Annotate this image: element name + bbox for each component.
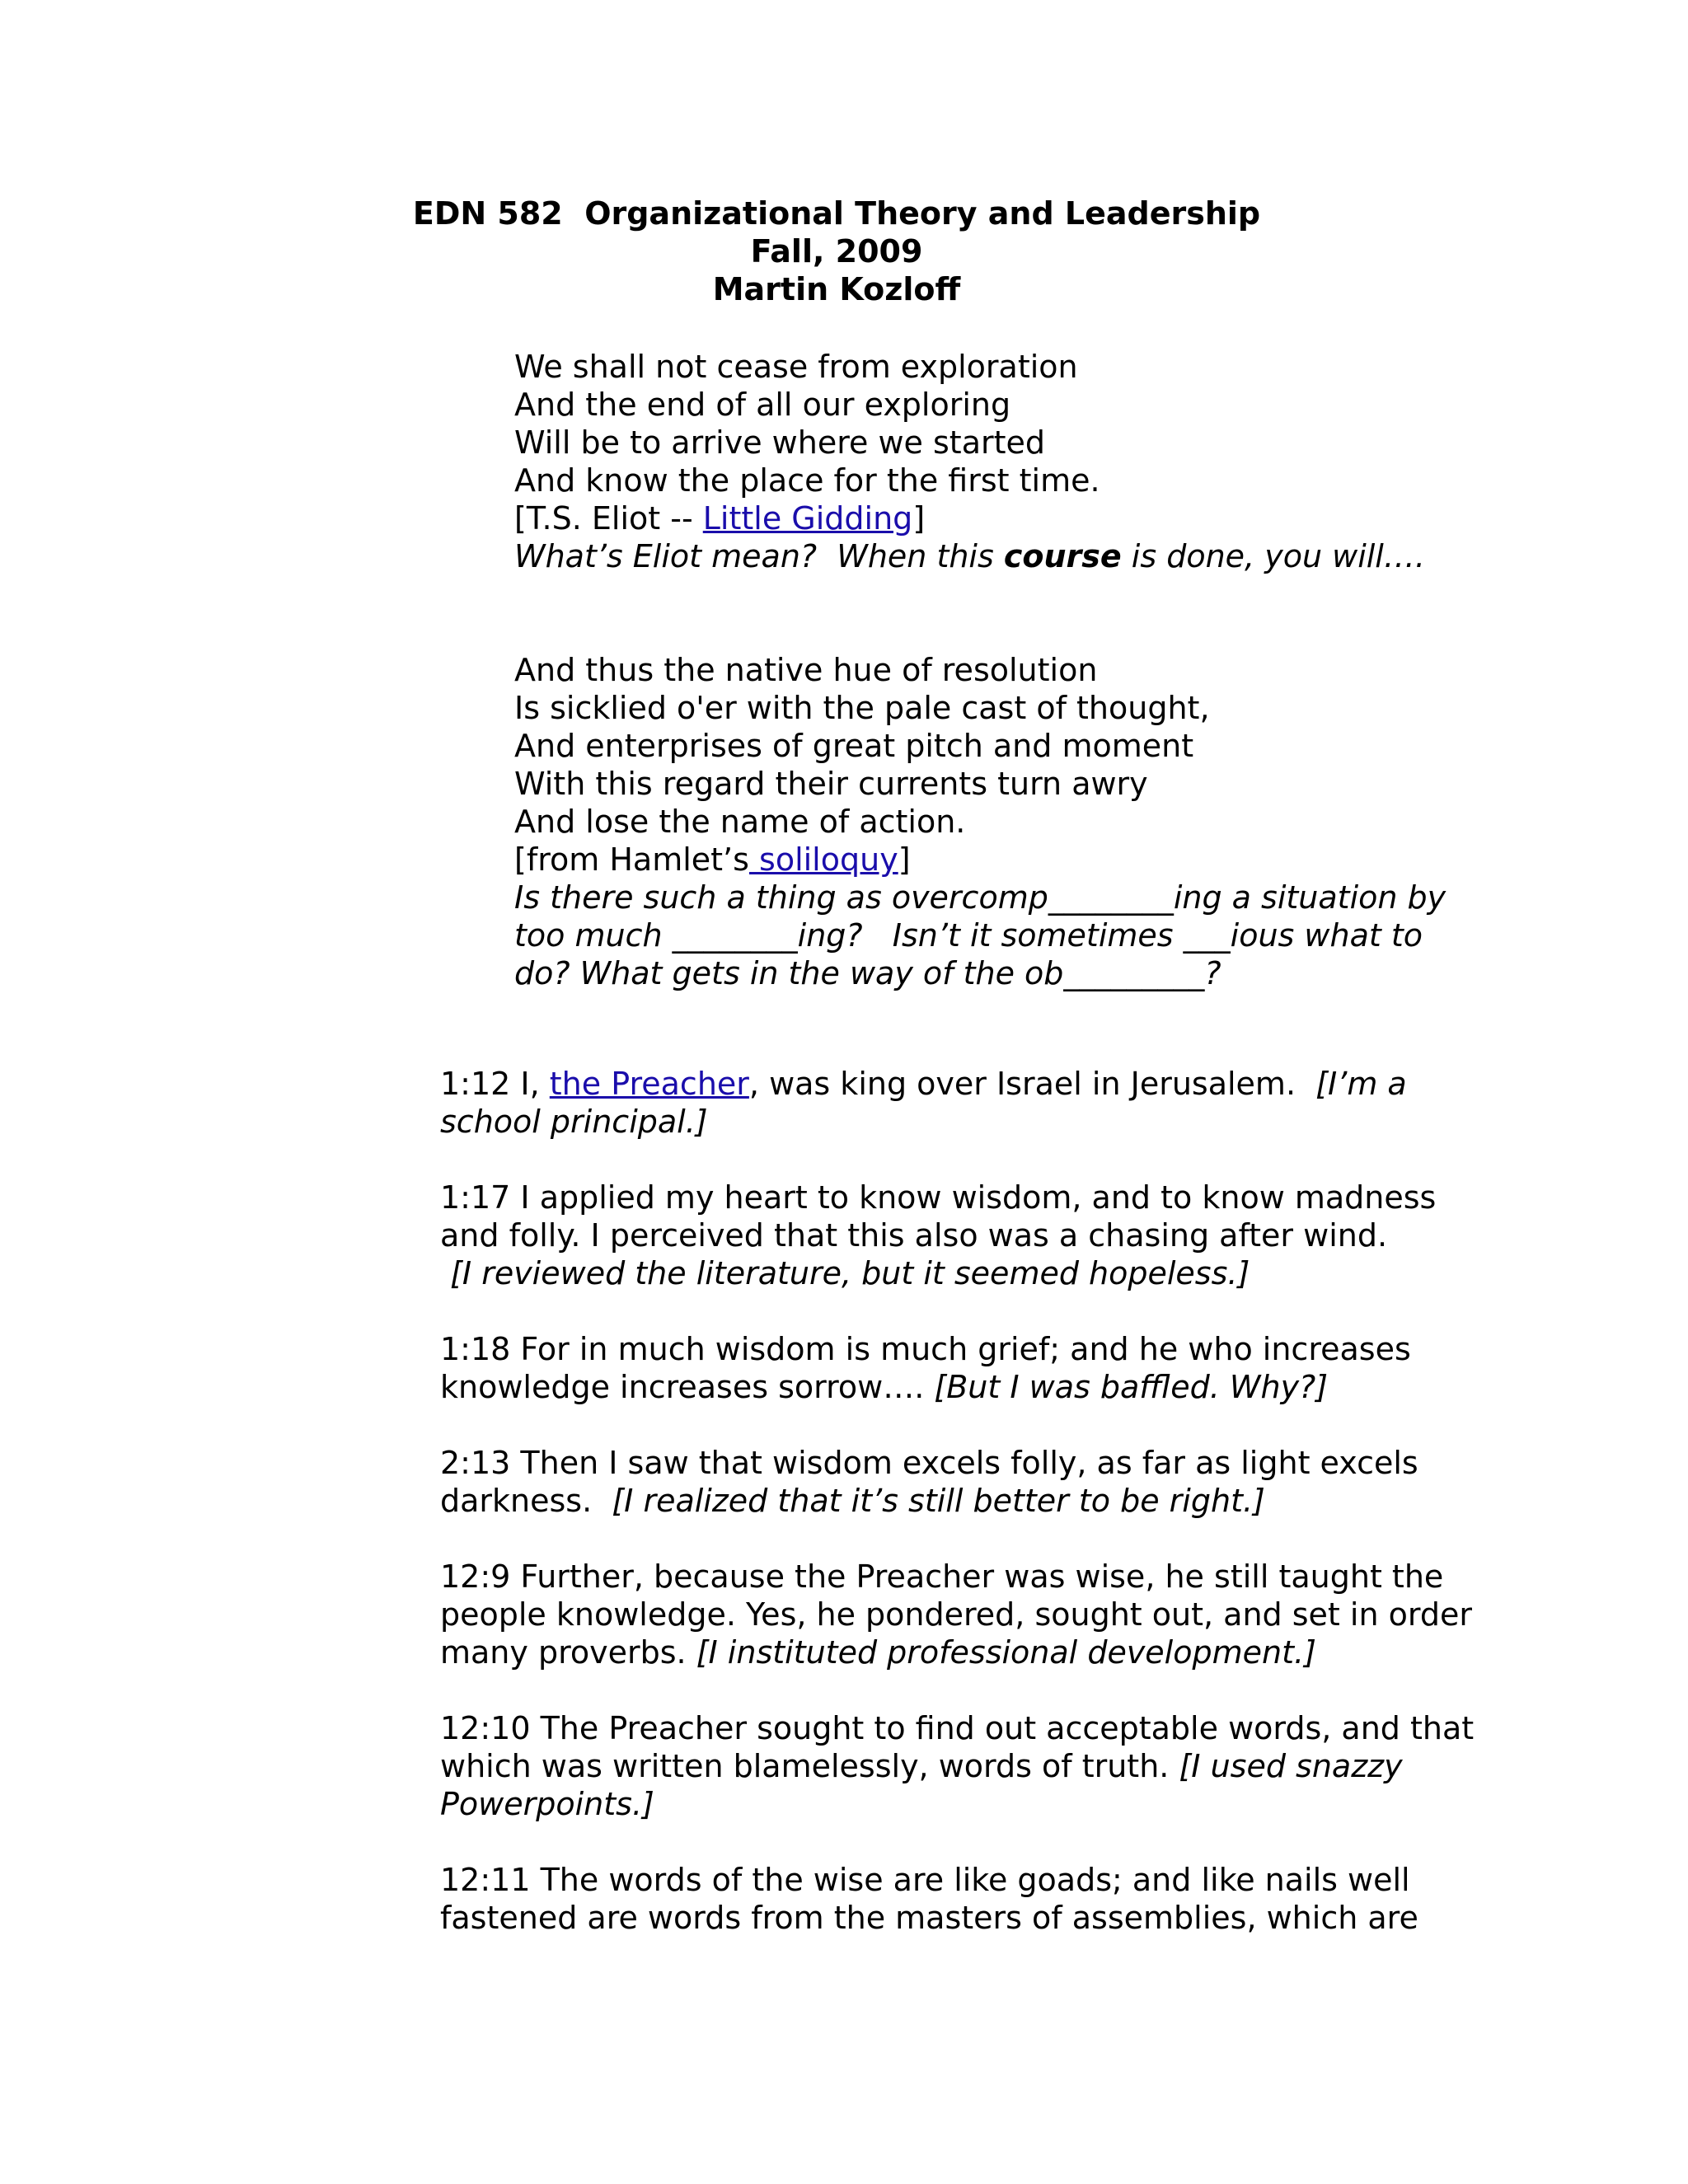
poem-line: And the end of all our exploring	[514, 387, 1011, 423]
poem-line: And know the place for the first time.	[514, 462, 1100, 499]
ecclesiastes-verses	[440, 1065, 1475, 1975]
hamlet-question-line: Is there such a thing as overcomp________ing a situation by	[514, 879, 1447, 916]
verse-2-13: 2:13 Then I saw that wisdom excels folly, as far as light excels darkness. [I realized that it’s still better to be right.]	[440, 1445, 1418, 1519]
eliot-question: What’s Eliot mean? When this course is done, you will….	[514, 538, 1425, 574]
eliot-citation: [T.S. Eliot -- Little Gidding]	[514, 500, 926, 537]
instructor-name: Martin Kozloff	[712, 271, 961, 307]
poem-line: And thus the native hue of resolution	[514, 652, 1098, 688]
course-title: EDN 582 Organizational Theory and Leadership	[412, 195, 1261, 232]
poem-line: With this regard their currents turn awry	[514, 766, 1148, 802]
verse-12-9: 12:9 Further, because the Preacher was wise, he still taught the people knowledge. Yes, he pondered, sought out, and set in order many proverbs. [I instituted professional development.]	[440, 1558, 1472, 1671]
soliloquy-link[interactable]: soliloquy	[748, 841, 898, 878]
poem-line: And enterprises of great pitch and moment	[514, 728, 1194, 764]
verse-commentary: [I realized that it’s still better to be right.]	[612, 1483, 1265, 1519]
hamlet-question-line: too much ________ing? Isn’t it sometimes ___ious what to	[514, 917, 1423, 954]
verse-1-12: 1:12 I, the Preacher, was king over Israel in Jerusalem. [I’m a school principal.]	[440, 1065, 1429, 1141]
verse-commentary: [I’m a	[1315, 1066, 1407, 1102]
verse-commentary: [I used snazzy	[1179, 1748, 1403, 1784]
eliot-stanza	[514, 348, 1503, 575]
verse-12-11: 12:11 The words of the wise are like goads; and like nails well fastened are words from the masters of assemblies, which are	[440, 1862, 1418, 1936]
verse-1-18: 1:18 For in much wisdom is much grief; and he who increases knowledge increases sorrow…. [But I was baffled. Why?]	[440, 1331, 1411, 1405]
verse-commentary: school principal.]	[440, 1104, 708, 1140]
verse-1-17: 1:17 I applied my heart to know wisdom, and to know madness and folly. I perceived that this also was a chasing after wind. [I reviewed the literature, but it seemed hopeless.]	[440, 1179, 1437, 1291]
verse-commentary: [But I was baffled. Why?]	[934, 1369, 1329, 1405]
hamlet-stanza	[514, 651, 1503, 992]
hamlet-question-line: do? What gets in the way of the ob_________?	[514, 955, 1221, 991]
term: Fall, 2009	[750, 233, 923, 269]
poem-line: Will be to arrive where we started	[514, 424, 1045, 461]
document-header	[0, 194, 1673, 308]
verse-commentary: [I reviewed the literature, but it seemed hopeless.]	[440, 1255, 1250, 1291]
poem-line: We shall not cease from exploration	[514, 349, 1078, 385]
verse-commentary: Powerpoints.]	[440, 1786, 654, 1822]
the-preacher-link[interactable]: the Preacher	[549, 1066, 749, 1102]
poem-line: And lose the name of action.	[514, 804, 966, 840]
little-gidding-link[interactable]: Little Gidding	[702, 500, 913, 537]
verse-commentary: [I instituted professional development.]	[696, 1634, 1316, 1671]
verse-12-10: 12:10 The Preacher sought to find out acceptable words, and that which was written blamelessly, words of truth. [I used snazzy Powerpoints.]	[440, 1710, 1475, 1822]
hamlet-citation: [from Hamlet’s soliloquy]	[514, 841, 911, 878]
poem-line: Is sicklied o'er with the pale cast of thought,	[514, 690, 1210, 726]
